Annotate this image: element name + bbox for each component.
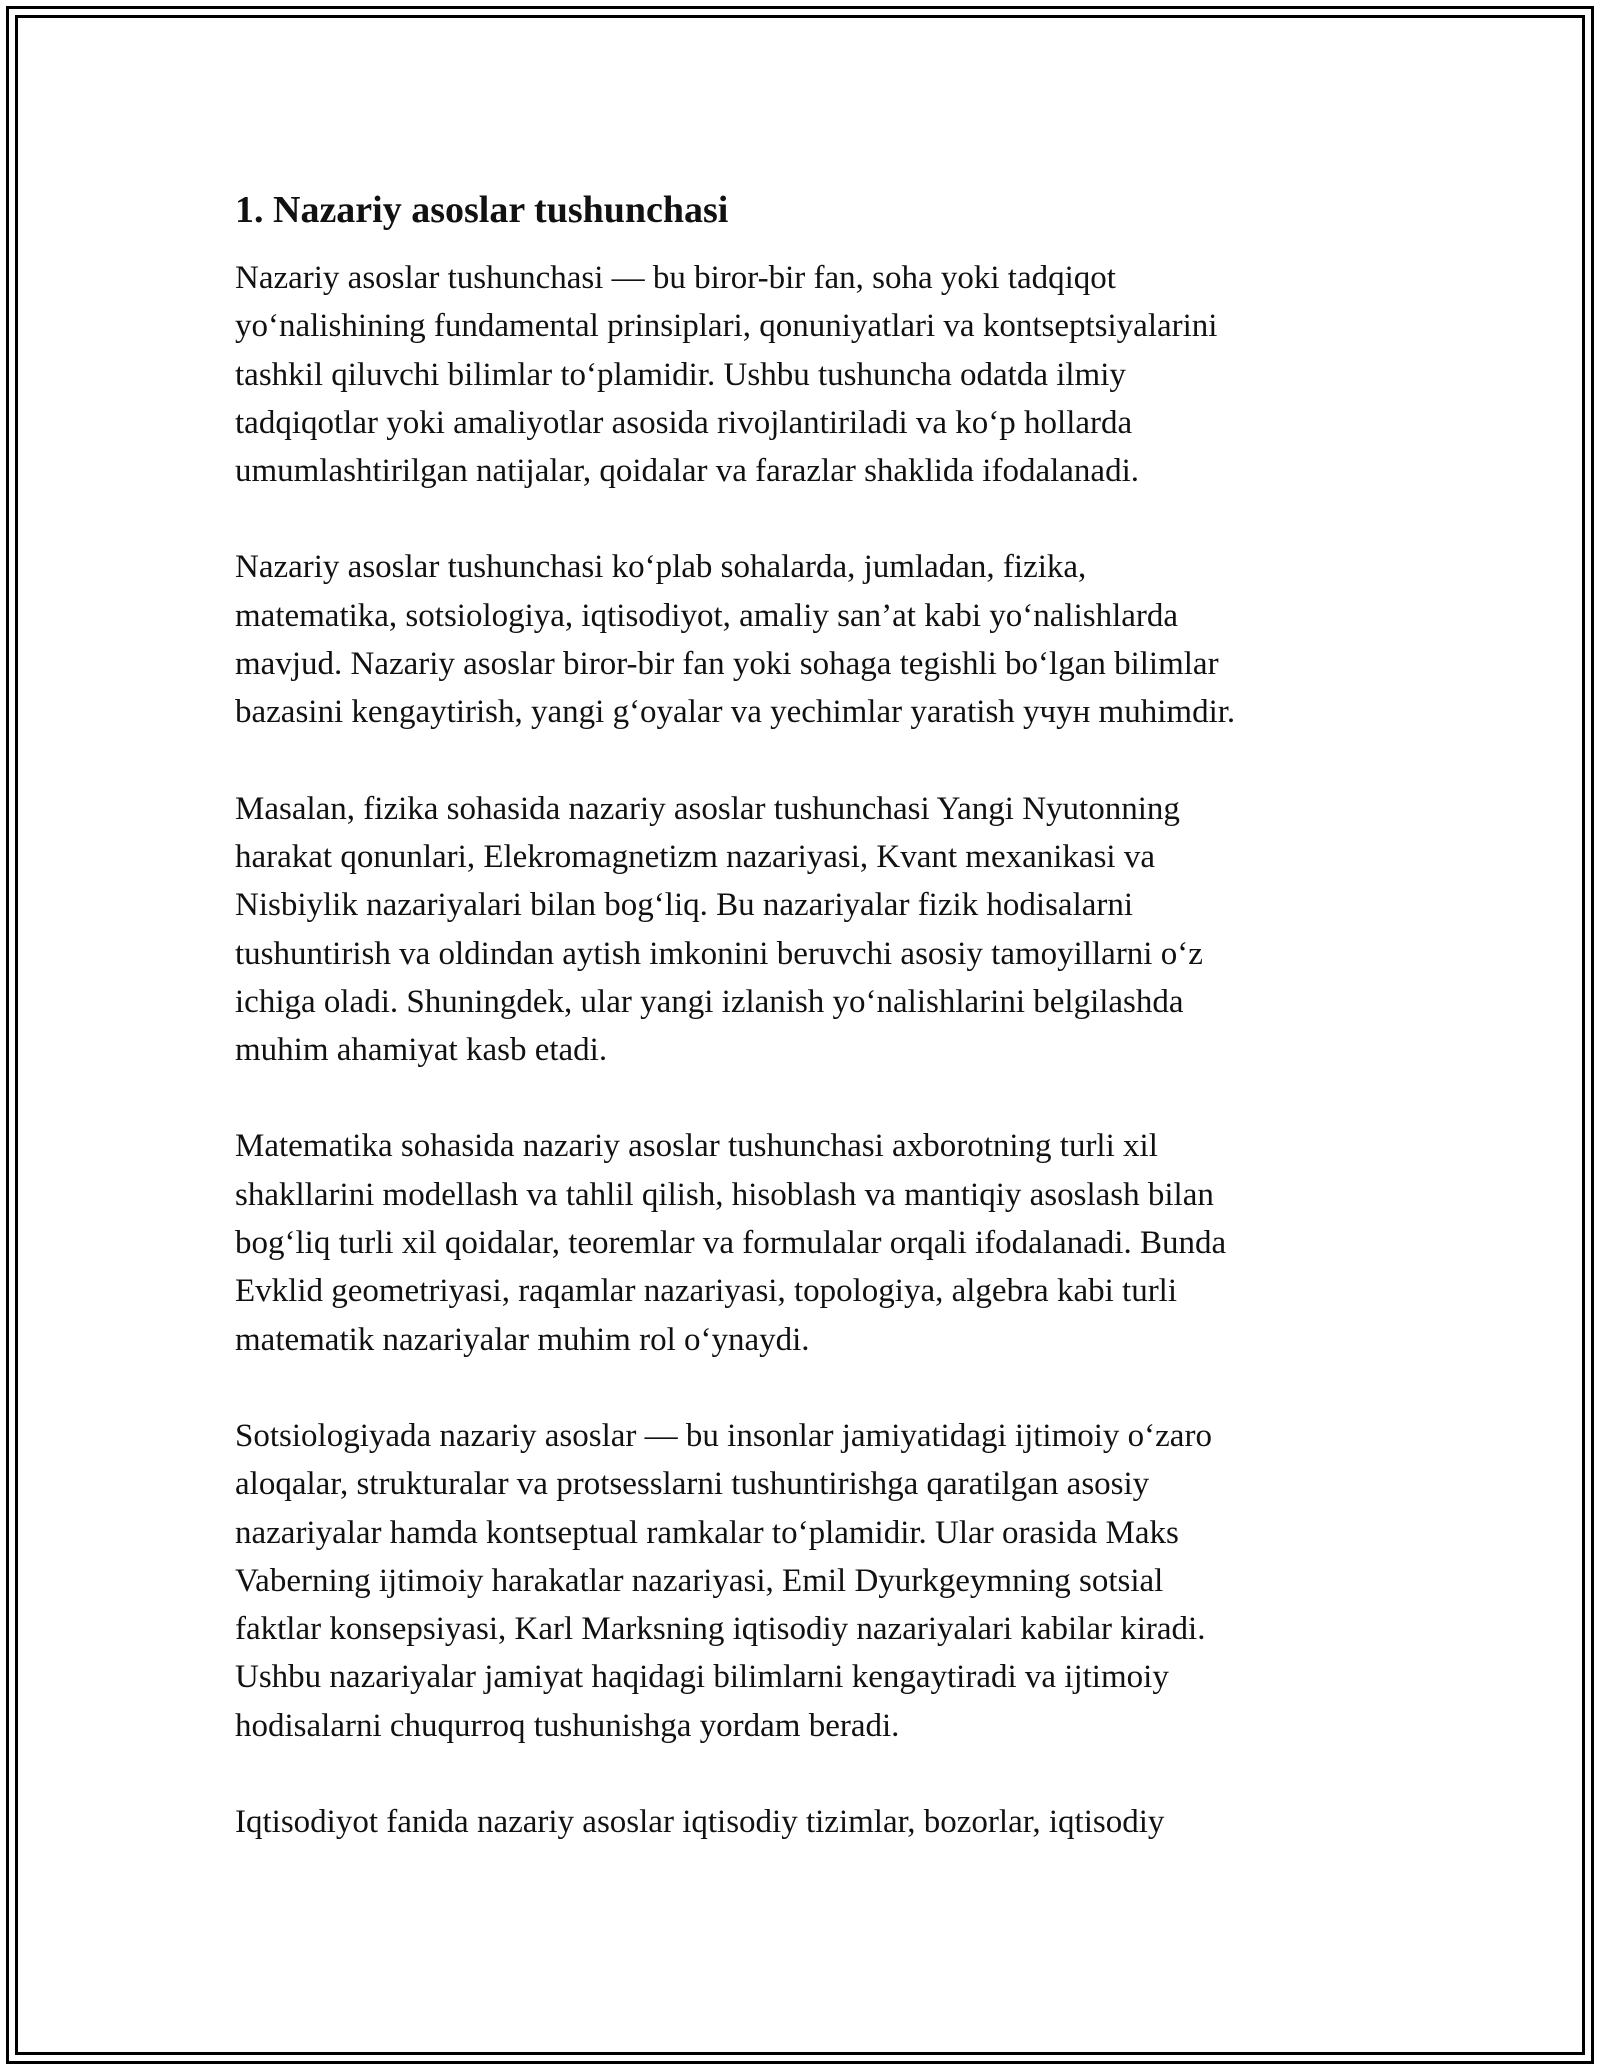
text-line: matematika, sotsiologiya, iqtisodiyot, amaliy san’at kabi yo‘nalishlarda xyxy=(235,597,1179,634)
text-line: Vaberning ijtimoiy harakatlar nazariyasi, Emil Dyurkgeymning sotsial xyxy=(235,1562,1164,1599)
text-line: hodisalarni chuqurroq tushunishga yordam beradi. xyxy=(235,1707,900,1744)
paragraph-2 xyxy=(235,543,1365,736)
text-line: ichiga oladi. Shuningdek, ular yangi izlanish yo‘nalishlarini belgilashda xyxy=(235,983,1184,1020)
text-line: harakat qonunlari, Elekromagnetizm nazariyasi, Kvant mexanikasi va xyxy=(235,838,1155,875)
text-line: Evklid geometriyasi, raqamlar nazariyasi, topologiya, algebra kabi turli xyxy=(235,1273,1178,1310)
text-line: muhim ahamiyat kasb etadi. xyxy=(235,1032,608,1069)
text-line: Nisbiylik nazariyalari bilan bog‘liq. Bu nazariyalar fizik hodisalarni xyxy=(235,887,1134,924)
text-line: Iqtisodiyot fanida nazariy asoslar iqtisodiy tizimlar, bozorlar, iqtisodiy xyxy=(235,1804,1165,1841)
text-line: tushuntirish va oldindan aytish imkonini beruvchi asosiy tamoyillarni o‘z xyxy=(235,935,1203,972)
paragraph-3 xyxy=(235,785,1365,1075)
text-line: faktlar konsepsiyasi, Karl Marksning iqtisodiy nazariyalari kabilar kiradi. xyxy=(235,1611,1206,1648)
text-line: Nazariy asoslar tushunchasi ko‘plab sohalarda, jumladan, fizika, xyxy=(235,549,1087,586)
text-line: tashkil qiluvchi bilimlar to‘plamidir. Ushbu tushuncha odatda ilmiy xyxy=(235,356,1126,393)
text-line: bazasini kengaytirish, yangi g‘oyalar va yechimlar yaratish учун muhimdir. xyxy=(235,694,1236,731)
text-line: mavjud. Nazariy asoslar biror-bir fan yoki sohaga tegishli bo‘lgan bilimlar xyxy=(235,646,1219,683)
text-line: tadqiqotlar yoki amaliyotlar asosida rivojlantiriladi va ko‘p hollarda xyxy=(235,404,1133,441)
text-line: Sotsiologiyada nazariy asoslar — bu insonlar jamiyatidagi ijtimoiy o‘zaro xyxy=(235,1417,1212,1454)
section-heading: 1. Nazariy asoslar tushunchasi xyxy=(235,189,729,231)
text-line: matematik nazariyalar muhim rol o‘ynaydi. xyxy=(235,1321,810,1358)
text-line: Masalan, fizika sohasida nazariy asoslar tushunchasi Yangi Nyutonning xyxy=(235,790,1180,827)
text-line: aloqalar, strukturalar va protsesslarni tushuntirishga qaratilgan asosiy xyxy=(235,1466,1150,1503)
text-line: Ushbu nazariyalar jamiyat haqidagi bilimlarni kengaytiradi va ijtimoiy xyxy=(235,1659,1169,1696)
text-line: bog‘liq turli xil qoidalar, teoremlar va formulalar orqali ifodalanadi. Bunda xyxy=(235,1225,1227,1262)
paragraph-6 xyxy=(235,1798,1365,1846)
paragraph-1 xyxy=(235,254,1365,495)
text-line: nazariyalar hamda kontseptual ramkalar to‘plamidir. Ular orasida Maks xyxy=(235,1514,1179,1551)
paragraph-5 xyxy=(235,1412,1365,1750)
text-line: shakllarini modellash va tahlil qilish, hisoblash va mantiqiy asoslash bilan xyxy=(235,1176,1214,1213)
text-line: umumlashtirilgan natijalar, qoidalar va farazlar shaklida ifodalanadi. xyxy=(235,453,1139,490)
document-body xyxy=(235,186,1365,1894)
paragraph-list xyxy=(235,254,1365,1846)
paragraph-4 xyxy=(235,1122,1365,1363)
text-line: Nazariy asoslar tushunchasi — bu biror-bir fan, soha yoki tadqiqot xyxy=(235,260,1116,296)
text-line: yo‘nalishining fundamental prinsiplari, qonuniyatlari va kontseptsiyalarini xyxy=(235,308,1218,345)
text-line: Matematika sohasida nazariy asoslar tushunchasi axborotning turli xil xyxy=(235,1128,1158,1165)
